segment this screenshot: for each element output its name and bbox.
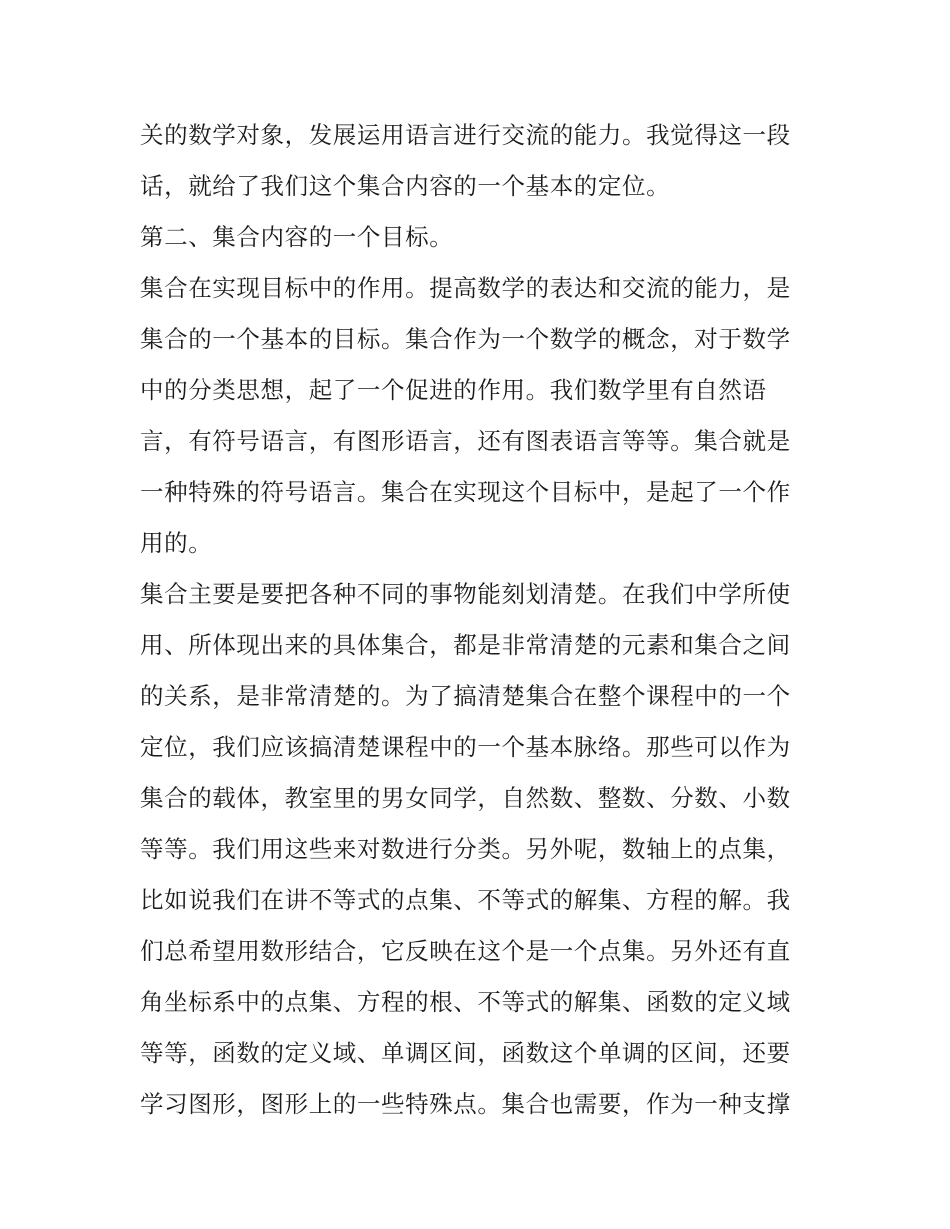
text-line: 中的分类思想，起了一个促进的作用。我们数学里有自然语 [140,376,767,404]
text-line: 集合的一个基本的目标。集合作为一个数学的概念，对于数学 [140,325,791,353]
text-line: 定位，我们应该搞清楚课程中的一个基本脉络。那些可以作为 [140,733,791,761]
text-line: 用的。 [140,529,213,557]
text-line: 们总希望用数形结合，它反映在这个是一个点集。另外还有直 [140,937,791,965]
text-line: 言，有符号语言，有图形语言，还有图表语言等等。集合就是 [140,427,791,455]
text-line: 话，就给了我们这个集合内容的一个基本的定位。 [140,172,671,200]
text-line: 一种特殊的符号语言。集合在实现这个目标中，是起了一个作 [140,478,791,506]
text-line: 等等，函数的定义域、单调区间，函数这个单调的区间，还要 [140,1039,791,1067]
text-line: 比如说我们在讲不等式的点集、不等式的解集、方程的解。我 [140,886,791,914]
text-line: 关的数学对象，发展运用语言进行交流的能力。我觉得这一段 [140,121,791,149]
section-heading: 第二、集合内容的一个目标。 [140,223,454,251]
text-line: 角坐标系中的点集、方程的根、不等式的解集、函数的定义域 [140,988,791,1016]
text-line: 集合主要是要把各种不同的事物能刻划清楚。在我们中学所使 [140,580,791,608]
body-text [140,110,820,1130]
text-line: 等等。我们用这些来对数进行分类。另外呢，数轴上的点集， [140,835,791,863]
text-line: 集合在实现目标中的作用。提高数学的表达和交流的能力，是 [140,274,791,302]
text-line: 用、所体现出来的具体集合，都是非常清楚的元素和集合之间 [140,631,791,659]
text-line: 集合的载体，教室里的男女同学，自然数、整数、分数、小数 [140,784,791,812]
text-line: 学习图形，图形上的一些特殊点。集合也需要，作为一种支撑 [140,1090,791,1118]
text-line: 的关系，是非常清楚的。为了搞清楚集合在整个课程中的一个 [140,682,791,710]
